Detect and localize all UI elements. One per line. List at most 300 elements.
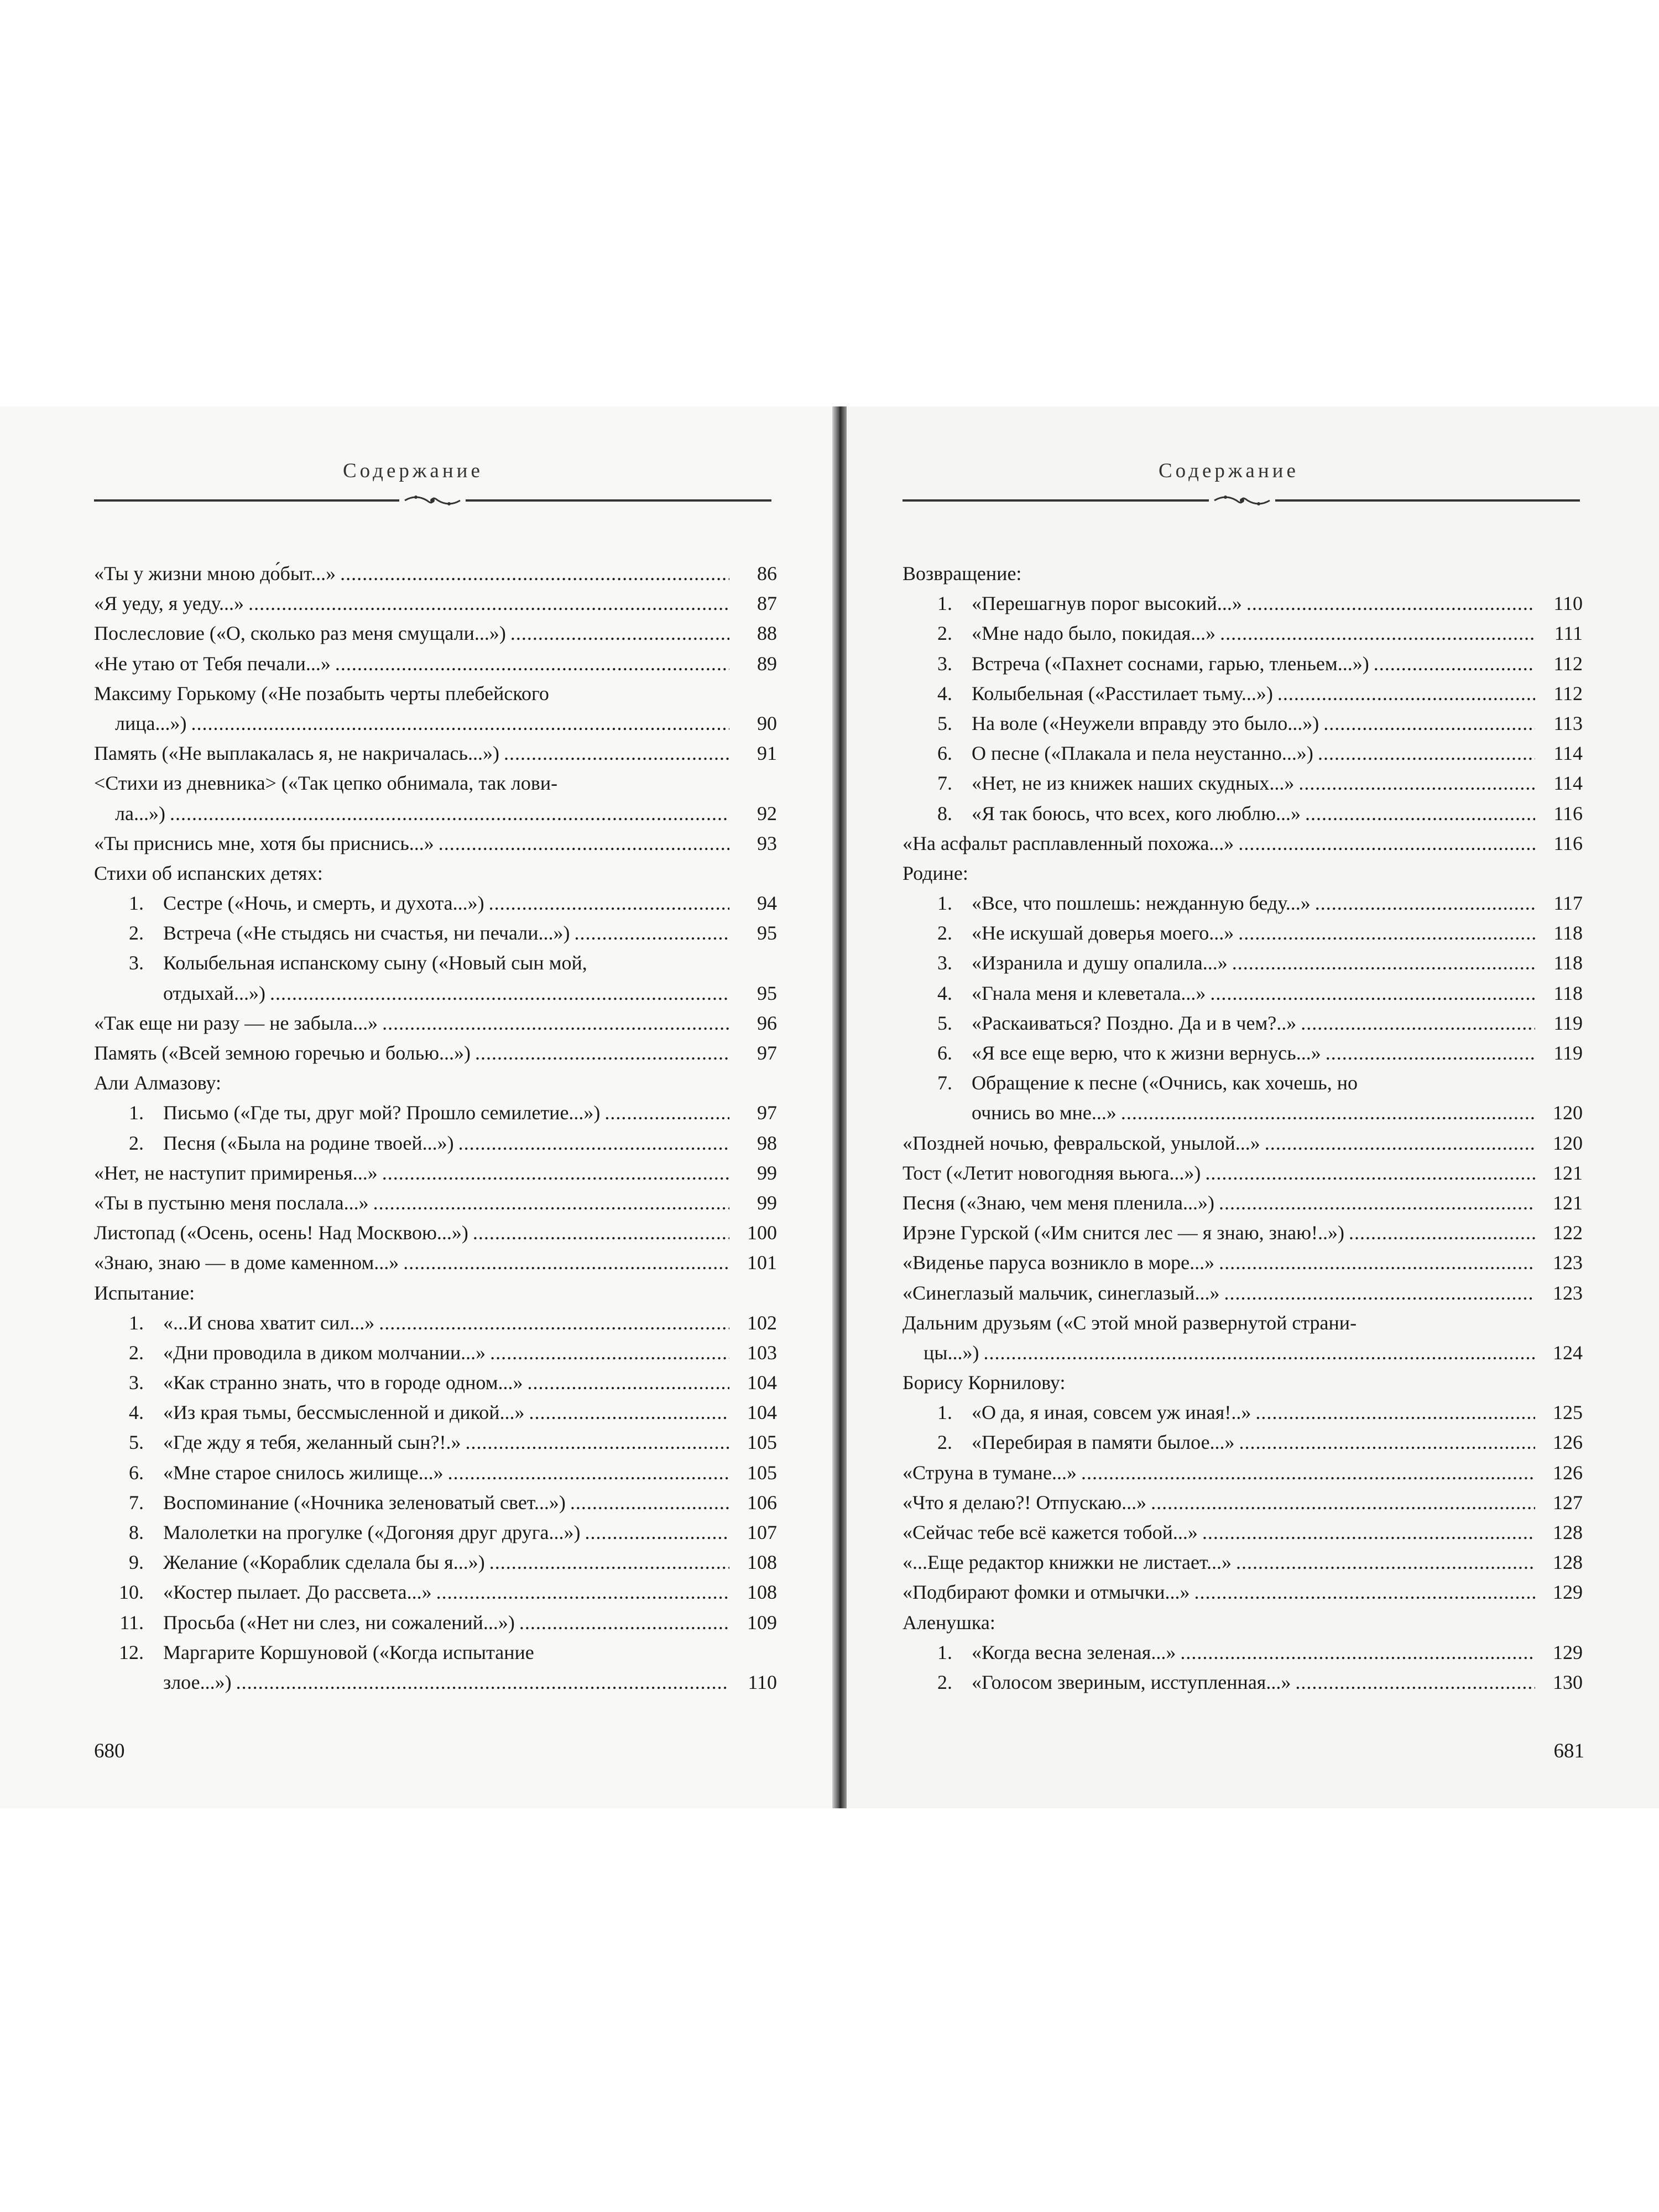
entry-page: 110	[748, 1671, 777, 1693]
entry-number: 8.	[937, 802, 952, 825]
entry-title: Просьба («Нет ни слез, ни сожалений...»)	[163, 1611, 515, 1634]
entry-page: 110	[1553, 592, 1583, 615]
entry-number: 1.	[129, 1311, 144, 1334]
dot-leader	[604, 1098, 729, 1128]
entry-title: Память («Всей земною горечью и болью...»)	[94, 1042, 471, 1064]
dot-leader	[1224, 1278, 1535, 1308]
dot-leader	[529, 1397, 729, 1427]
toc-entry	[94, 918, 777, 948]
entry-title: Аленушка:	[902, 1611, 995, 1634]
toc-entry	[902, 1248, 1583, 1277]
dot-leader	[527, 1368, 729, 1397]
toc-entry	[94, 1038, 777, 1068]
toc-entry	[94, 1608, 777, 1637]
entry-number: 1.	[129, 1102, 144, 1124]
dot-leader	[439, 828, 729, 858]
dot-leader	[519, 1608, 729, 1637]
entry-title: Стихи об испанских детях:	[94, 862, 323, 884]
toc-entry	[902, 1218, 1583, 1248]
dot-leader	[436, 1577, 729, 1607]
toc-entry	[902, 1458, 1583, 1488]
dot-leader	[403, 1248, 729, 1277]
toc-entry	[902, 1667, 1583, 1697]
toc-entry	[902, 559, 1583, 588]
entry-page: 120	[1553, 1102, 1583, 1124]
entry-page: 108	[747, 1581, 777, 1604]
dot-leader	[1236, 1547, 1535, 1577]
toc-entry	[94, 559, 777, 588]
entry-page: 107	[747, 1521, 777, 1543]
entry-number: 1.	[937, 892, 952, 915]
dot-leader	[458, 1128, 729, 1158]
entry-number: 2.	[129, 1131, 144, 1154]
toc-entry	[94, 1248, 777, 1277]
entry-number: 2.	[129, 1341, 144, 1364]
entry-title: «Когда весна зеленая...»	[972, 1641, 1176, 1663]
toc-entry	[902, 918, 1583, 948]
toc-entry	[902, 1068, 1583, 1098]
dot-leader	[1220, 618, 1535, 648]
toc-entry	[94, 588, 777, 618]
entry-page: 123	[1553, 1251, 1583, 1274]
entry-number: 1.	[937, 1641, 952, 1663]
toc-entry	[94, 768, 777, 798]
entry-number: 2.	[937, 922, 952, 945]
dot-leader	[191, 708, 729, 738]
dot-leader	[473, 1218, 729, 1248]
entry-page: 122	[1553, 1222, 1583, 1244]
toc-entry	[94, 1158, 777, 1188]
dot-leader	[489, 888, 729, 918]
running-header: Содержание	[343, 460, 483, 482]
entry-title: «Из края тьмы, бессмысленной и дикой...»	[163, 1401, 525, 1424]
toc-entry	[94, 1667, 777, 1697]
dot-leader	[1205, 1158, 1535, 1188]
toc-entry	[902, 1517, 1583, 1547]
entry-title: «Знаю, знаю — в доме каменном...»	[94, 1251, 399, 1274]
entry-page: 119	[1553, 1042, 1583, 1064]
entry-title: «Мне старое снилось жилище...»	[163, 1461, 444, 1484]
entry-title: «Мне надо было, покидая...»	[972, 622, 1216, 645]
entry-title: Али Алмазову:	[94, 1072, 222, 1094]
dot-leader	[1326, 1038, 1535, 1068]
entry-title: «Виденье паруса возникло в море...»	[902, 1251, 1215, 1274]
entry-page: 91	[757, 742, 777, 765]
toc-entry	[94, 1368, 777, 1397]
dot-leader	[448, 1458, 729, 1488]
toc-entry	[94, 618, 777, 648]
entry-page: 126	[1553, 1431, 1583, 1454]
entry-title: «Подбирают фомки и отмычки...»	[902, 1581, 1190, 1604]
entry-title: «Гнала меня и клеветала...»	[972, 982, 1206, 1004]
toc-entry	[94, 799, 777, 828]
entry-number: 2.	[129, 922, 144, 945]
entry-title: Память («Не выплакалась я, не накричалась...»)	[94, 742, 499, 765]
entry-title: Ирэне Гурской («Им снится лес — я знаю, знаю!..»)	[902, 1222, 1344, 1244]
entry-number: 3.	[129, 1371, 144, 1394]
entry-title: «Ты в пустыню меня послала...»	[94, 1191, 369, 1214]
entry-page: 105	[747, 1431, 777, 1454]
toc-entry	[902, 978, 1583, 1008]
entry-title: злое...»)	[163, 1671, 232, 1693]
toc-entry	[902, 679, 1583, 708]
page-number: 680	[94, 1740, 125, 1762]
entry-page: 111	[1554, 622, 1583, 645]
dot-leader	[379, 1308, 729, 1338]
toc-entry	[902, 649, 1583, 679]
entry-number: 7.	[129, 1491, 144, 1514]
entry-title: Борису Корнилову:	[902, 1371, 1066, 1394]
toc-entry	[902, 948, 1583, 978]
entry-title: «Что я делаю?! Отпускаю...»	[902, 1491, 1147, 1514]
entry-number: 1.	[937, 592, 952, 615]
entry-title: «Синеглазый мальчик, синеглазый...»	[902, 1281, 1220, 1304]
entry-number: 1.	[937, 1401, 952, 1424]
entry-page: 97	[757, 1102, 777, 1124]
entry-page: 106	[747, 1491, 777, 1514]
toc-entry	[902, 1338, 1583, 1368]
dot-leader	[373, 1188, 729, 1218]
flourish-ornament-icon	[1209, 489, 1275, 512]
toc-entry	[902, 1308, 1583, 1338]
toc-entry	[94, 1488, 777, 1517]
toc-entry	[94, 1068, 777, 1098]
toc-entry	[902, 1098, 1583, 1128]
entry-title: О песне («Плакала и пела неустанно...»)	[972, 742, 1313, 765]
toc-entry	[902, 768, 1583, 798]
right-page	[841, 406, 1659, 1808]
entry-title: «Дни проводила в диком молчании...»	[163, 1341, 486, 1364]
toc-entry	[902, 1397, 1583, 1427]
dot-leader	[585, 1517, 729, 1547]
toc-entry	[94, 1547, 777, 1577]
toc-entry	[94, 1577, 777, 1607]
toc-entry	[94, 978, 777, 1008]
entry-title: Маргарите Коршуновой («Когда испытание	[163, 1641, 534, 1663]
entry-title: Обращение к песне («Очнись, как хочешь, но	[972, 1072, 1358, 1094]
entry-page: 104	[747, 1401, 777, 1424]
entry-page: 120	[1553, 1131, 1583, 1154]
entry-page: 104	[747, 1371, 777, 1394]
entry-title: «Ты приснись мне, хотя бы приснись...»	[94, 832, 434, 854]
entry-title: «Не утаю от Тебя печали...»	[94, 652, 331, 675]
entry-page: 99	[757, 1161, 777, 1184]
entry-title: «Я уеду, я уеду...»	[94, 592, 244, 615]
entry-number: 5.	[129, 1431, 144, 1454]
toc-entry	[94, 1218, 777, 1248]
entry-page: 112	[1553, 652, 1583, 675]
entry-page: 117	[1553, 892, 1583, 915]
entry-page: 127	[1553, 1491, 1583, 1514]
dot-leader	[504, 738, 729, 768]
toc-entry	[902, 618, 1583, 648]
entry-title: «Не искушай доверья моего...»	[972, 922, 1234, 945]
entry-title: «Все, что пошлешь: нежданную беду...»	[972, 892, 1311, 915]
toc-entry	[94, 1338, 777, 1368]
entry-number: 2.	[937, 622, 952, 645]
dot-leader	[1232, 948, 1535, 978]
toc-entry	[902, 588, 1583, 618]
entry-page: 112	[1553, 682, 1583, 705]
entry-title: Послесловие («О, сколько раз меня смущали...»)	[94, 622, 506, 645]
entry-page: 103	[747, 1341, 777, 1364]
entry-title: «Перебирая в памяти былое...»	[972, 1431, 1235, 1454]
entry-title: Малолетки на прогулке («Догоняя друг друга...»)	[163, 1521, 581, 1543]
entry-number: 2.	[937, 1671, 952, 1693]
entry-page: 97	[757, 1042, 777, 1064]
entry-number: 12.	[119, 1641, 144, 1663]
entry-page: 125	[1553, 1401, 1583, 1424]
dot-leader	[1246, 588, 1535, 618]
dot-leader	[1298, 768, 1535, 798]
entry-title: «Нет, не наступит примиренья...»	[94, 1161, 378, 1184]
dot-leader	[489, 1547, 729, 1577]
dot-leader	[1238, 828, 1535, 858]
toc-entry	[902, 708, 1583, 738]
entry-title: «Ты у жизни мною до́быт...»	[94, 562, 336, 585]
entry-title: очнись во мне...»	[972, 1102, 1117, 1124]
entry-number: 6.	[937, 742, 952, 765]
entry-number: 1.	[129, 892, 144, 915]
dot-leader	[1323, 708, 1535, 738]
toc-entry	[902, 1278, 1583, 1308]
toc-entry	[94, 1427, 777, 1457]
dot-leader	[1151, 1488, 1535, 1517]
dot-leader	[1219, 1188, 1535, 1218]
toc-entry	[902, 828, 1583, 858]
entry-title: «Я так боюсь, что всех, кого люблю...»	[972, 802, 1301, 825]
dot-leader	[248, 588, 729, 618]
entry-page: 129	[1553, 1581, 1583, 1604]
entry-title: отдыхай...»)	[163, 982, 266, 1004]
dot-leader	[340, 559, 729, 588]
entry-page: 116	[1553, 802, 1583, 825]
toc-entry	[902, 888, 1583, 918]
toc-entry	[902, 1427, 1583, 1457]
toc-entry	[94, 1188, 777, 1218]
toc-entry	[94, 1517, 777, 1547]
entry-title: «О да, я иная, совсем уж иная!..»	[972, 1401, 1251, 1424]
entry-number: 6.	[129, 1461, 144, 1484]
dot-leader	[382, 1008, 729, 1038]
toc-entry	[902, 1637, 1583, 1667]
dot-leader	[1265, 1128, 1535, 1158]
toc-entry	[94, 1098, 777, 1128]
dot-leader	[1301, 1008, 1535, 1038]
entry-title: Встреча («Пахнет соснами, гарью, тленьем...»)	[972, 652, 1369, 675]
dot-leader	[1374, 649, 1535, 679]
entry-title: Возвращение:	[902, 562, 1022, 585]
toc-entry	[94, 708, 777, 738]
entry-page: 118	[1553, 922, 1583, 945]
entry-page: 105	[747, 1461, 777, 1484]
toc-entry	[902, 858, 1583, 888]
entry-page: 113	[1553, 712, 1583, 734]
entry-title: «Где жду я тебя, желанный сын?!.»	[163, 1431, 461, 1454]
entry-page: 98	[757, 1131, 777, 1154]
dot-leader	[1210, 978, 1535, 1008]
entry-title: «Голосом звериным, исступленная...»	[972, 1671, 1291, 1693]
entry-title: «Поздней ночью, февральской, унылой...»	[902, 1131, 1260, 1154]
entry-page: 88	[757, 622, 777, 645]
entry-number: 3.	[129, 952, 144, 974]
entry-title: Песня («Была на родине твоей...»)	[163, 1131, 454, 1154]
toc-entry	[902, 1608, 1583, 1637]
dot-leader	[1255, 1397, 1535, 1427]
entry-page: 126	[1553, 1461, 1583, 1484]
entry-title: Колыбельная испанскому сыну («Новый сын мой,	[163, 952, 587, 974]
toc-entry	[94, 738, 777, 768]
entry-title: <Стихи из дневника> («Так цепко обнимала, так лови-	[94, 772, 558, 795]
dot-leader	[1180, 1637, 1535, 1667]
entry-title: «Перешагнув порог высокий...»	[972, 592, 1242, 615]
running-header: Содержание	[1159, 460, 1299, 482]
left-page	[0, 406, 841, 1808]
entry-title: Дальним друзьям («С этой мной развернутой страни-	[902, 1311, 1357, 1334]
entry-title: ла...»)	[115, 802, 165, 825]
entry-page: 121	[1553, 1161, 1583, 1184]
toc-entry	[94, 1458, 777, 1488]
entry-number: 9.	[129, 1551, 144, 1574]
entry-number: 3.	[937, 652, 952, 675]
entry-page: 95	[757, 982, 777, 1004]
entry-title: «Струна в тумане...»	[902, 1461, 1077, 1484]
dot-leader	[510, 618, 729, 648]
entry-number: 11.	[119, 1611, 144, 1634]
entry-page: 86	[757, 562, 777, 585]
dot-leader	[1081, 1458, 1535, 1488]
entry-page: 119	[1553, 1011, 1583, 1034]
entry-page: 121	[1553, 1191, 1583, 1214]
toc-entry	[902, 1188, 1583, 1218]
entry-title: Листопад («Осень, осень! Над Москвою...»)	[94, 1222, 468, 1244]
dot-leader	[575, 918, 729, 948]
toc-entry	[902, 1158, 1583, 1188]
entry-page: 108	[747, 1551, 777, 1574]
table-of-contents	[902, 559, 1583, 1697]
entry-title: «Костер пылает. До рассвета...»	[163, 1581, 432, 1604]
entry-page: 99	[757, 1191, 777, 1214]
dot-leader	[1194, 1577, 1535, 1607]
entry-number: 10.	[119, 1581, 144, 1604]
entry-title: «...Еще редактор книжки не листает...»	[902, 1551, 1232, 1574]
toc-entry	[902, 1008, 1583, 1038]
entry-title: лица...»)	[115, 712, 187, 734]
dot-leader	[1349, 1218, 1535, 1248]
dot-leader	[1295, 1667, 1535, 1697]
dot-leader	[466, 1427, 729, 1457]
toc-entry	[94, 1278, 777, 1308]
toc-entry	[94, 858, 777, 888]
toc-entry	[902, 1577, 1583, 1607]
toc-entry	[94, 649, 777, 679]
entry-title: «Сейчас тебе всё кажется тобой...»	[902, 1521, 1198, 1543]
entry-title: Воспоминание («Ночника зеленоватый свет...»)	[163, 1491, 566, 1514]
toc-entry	[94, 1128, 777, 1158]
entry-page: 124	[1553, 1341, 1583, 1364]
entry-title: «...И снова хватит сил...»	[163, 1311, 375, 1334]
entry-page: 94	[757, 892, 777, 915]
dot-leader	[1121, 1098, 1535, 1128]
entry-title: «Раскаиваться? Поздно. Да и в чем?..»	[972, 1011, 1297, 1034]
entry-page: 118	[1553, 952, 1583, 974]
toc-entry	[902, 799, 1583, 828]
entry-page: 116	[1553, 832, 1583, 854]
table-of-contents	[94, 559, 777, 1697]
dot-leader	[1315, 888, 1535, 918]
entry-number: 3.	[937, 952, 952, 974]
entry-page: 129	[1553, 1641, 1583, 1663]
entry-title: Максиму Горькому («Не позабыть черты плебейского	[94, 682, 549, 705]
entry-title: «Я все еще верю, что к жизни вернусь...»	[972, 1042, 1321, 1064]
entry-number: 7.	[937, 772, 952, 795]
entry-page: 87	[757, 592, 777, 615]
dot-leader	[270, 978, 729, 1008]
entry-title: «Как странно знать, что в городе одном...»	[163, 1371, 523, 1394]
dot-leader	[570, 1488, 729, 1517]
entry-page: 90	[757, 712, 777, 734]
entry-page: 118	[1553, 982, 1583, 1004]
entry-page: 109	[747, 1611, 777, 1634]
entry-number: 4.	[937, 982, 952, 1004]
entry-title: Родине:	[902, 862, 968, 884]
entry-page: 95	[757, 922, 777, 945]
entry-title: Тост («Летит новогодняя вьюга...»)	[902, 1161, 1201, 1184]
toc-entry	[94, 1008, 777, 1038]
dot-leader	[1202, 1517, 1535, 1547]
entry-title: Колыбельная («Расстилает тьму...»)	[972, 682, 1273, 705]
toc-entry	[902, 1128, 1583, 1158]
entry-title: «Нет, не из книжек наших скудных...»	[972, 772, 1295, 795]
entry-title: цы...»)	[924, 1341, 979, 1364]
entry-title: «Изранила и душу опалила...»	[972, 952, 1228, 974]
entry-page: 123	[1553, 1281, 1583, 1304]
entry-page: 93	[757, 832, 777, 854]
entry-number: 4.	[129, 1401, 144, 1424]
dot-leader	[170, 799, 729, 828]
dot-leader	[1318, 738, 1535, 768]
entry-page: 96	[757, 1011, 777, 1034]
toc-entry	[902, 1547, 1583, 1577]
entry-page: 130	[1553, 1671, 1583, 1693]
book-spine-gutter	[832, 406, 847, 1808]
entry-title: Желание («Кораблик сделала бы я...»)	[163, 1551, 485, 1574]
dot-leader	[1305, 799, 1535, 828]
entry-title: «Так еще ни разу — не забыла...»	[94, 1011, 378, 1034]
entry-number: 7.	[937, 1072, 952, 1094]
flourish-ornament-icon	[399, 489, 466, 512]
toc-entry	[94, 679, 777, 708]
entry-page: 102	[747, 1311, 777, 1334]
dot-leader	[490, 1338, 729, 1368]
entry-title: На воле («Неужели вправду это было...»)	[972, 712, 1319, 734]
entry-title: Сестре («Ночь, и смерть, и духота...»)	[163, 892, 484, 915]
toc-entry	[94, 888, 777, 918]
entry-page: 89	[757, 652, 777, 675]
entry-page: 101	[747, 1251, 777, 1274]
toc-entry	[94, 828, 777, 858]
entry-title: Встреча («Не стыдясь ни счастья, ни печали...»)	[163, 922, 570, 945]
entry-number: 2.	[937, 1431, 952, 1454]
toc-entry	[94, 1637, 777, 1667]
dot-leader	[1238, 918, 1535, 948]
dot-leader	[1219, 1248, 1535, 1277]
entry-title: «На асфальт расплавленный похожа...»	[902, 832, 1234, 854]
toc-entry	[94, 1397, 777, 1427]
entry-number: 4.	[937, 682, 952, 705]
dot-leader	[382, 1158, 729, 1188]
entry-page: 114	[1553, 742, 1583, 765]
